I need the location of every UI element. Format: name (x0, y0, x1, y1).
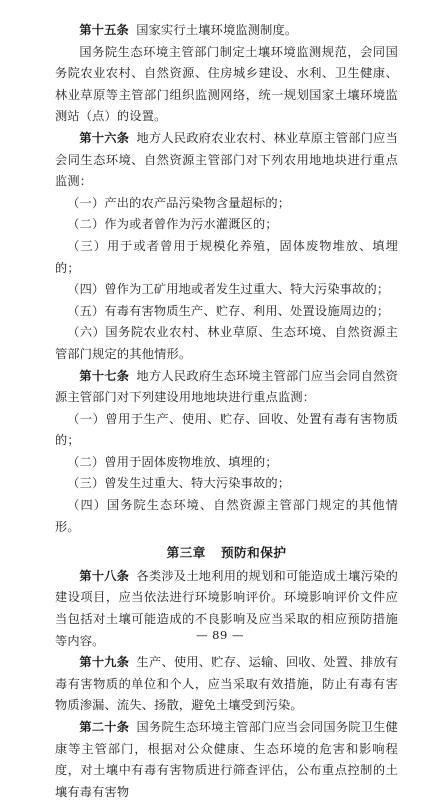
article-18-text: 各类涉及土地利用的规划和可能造成土壤污染的建设项目，应当依法进行环境影响评价。环境影响评价文件应当包括对土壤可能造成的不良影响及应当采取的相应预防措施等内容。 (55, 568, 398, 648)
article-16-intro (55, 128, 398, 193)
page-number: — 89 — (196, 628, 244, 642)
article-16-item: （五）有毒有害物质生产、贮存、利用、处置设施周边的； (67, 303, 390, 318)
article-17-item: （三）曾发生过重大、特大污染事故的； (67, 476, 291, 491)
article-19-paragraph (55, 652, 398, 717)
article-16-text: 地方人民政府农业农村、林业草原主管部门应当会同生态环境、自然资源主管部门对下列农用地地块进行重点监测： (55, 130, 398, 189)
article-20-text: 国务院生态环境主管部门应当会同国务院卫生健康等主管部门，根据对公众健康、生态环境的危害和影响程度，对土壤中有毒有害物质进行筛查评估，公布重点控制的土壤有毒有害物 (55, 720, 398, 799)
article-15-label: 第十五条 (79, 23, 129, 37)
article-16-item: （一）产出的农产品污染物含量超标的； (67, 195, 291, 210)
chapter-heading (55, 542, 398, 564)
page-body (55, 20, 398, 803)
article-17-text: 地方人民政府生态环境主管部门应当会同自然资源主管部门对下列建设用地地块进行重点监测： (55, 368, 398, 405)
article-19-label: 第十九条 (79, 655, 130, 670)
article-19-text: 生产、使用、贮存、运输、回收、处置、排放有毒有害物质的单位和个人，应当采取有效措施，防止有毒有害物质渗漏、流失、扬散，避免土壤受到污染。 (55, 655, 398, 713)
article-20-paragraph (55, 717, 398, 803)
chapter-title: 预防和保护 (220, 545, 287, 561)
article-17-item: （四）国务院生态环境、自然资源主管部门规定的其他情形。 (55, 498, 398, 534)
article-15-paragraph-2: 国务院生态环境主管部门制定土壤环境监测规范，会同国务院农业农村、自然资源、住房城乡建设、水利、卫生健康、林业草原等主管部门组织监测网络，统一规划国家土壤环境监测站（点）的设置。 (55, 44, 398, 124)
chapter-number: 第三章 (166, 545, 206, 561)
article-16-label: 第十六条 (79, 130, 130, 145)
article-17-label: 第十七条 (79, 368, 130, 383)
article-17-item: （一）曾用于生产、使用、贮存、回收、处置有毒有害物质的； (55, 411, 398, 448)
article-16-item: （六）国务院农业农村、林业草原、生态环境、自然资源主管部门规定的其他情形。 (55, 325, 398, 361)
article-16-item: （三）用于或者曾用于规模化养殖，固体废物堆放、填埋的； (55, 238, 398, 275)
article-17-item: （二）曾用于固体废物堆放、填埋的； (67, 454, 278, 469)
article-20-label: 第二十条 (79, 720, 130, 734)
article-18-label: 第十八条 (79, 568, 130, 583)
article-16-item: （二）作为或者曾作为污水灌溉区的； (67, 217, 278, 232)
article-15-text: 国家实行土壤环境监测制度。 (136, 23, 298, 37)
article-17-intro (55, 366, 398, 409)
article-15-paragraph-1 (55, 20, 398, 42)
article-16-item: （四）曾作为工矿用地或者发生过重大、特大污染事故的； (67, 282, 390, 297)
